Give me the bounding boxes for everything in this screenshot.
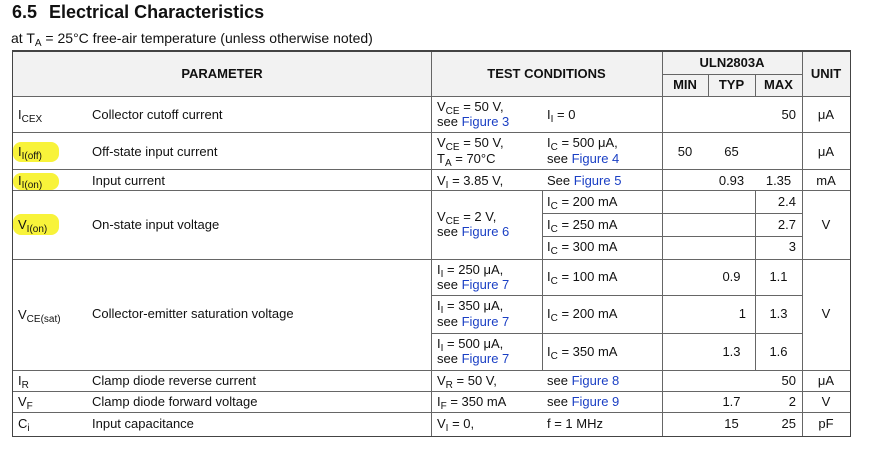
cond-ion-1: $V_I = 3.85$ V, bbox=[437, 173, 504, 191]
typ-ioff: 65 bbox=[724, 144, 739, 159]
cond-vcesat-2c: $I_C = 200$ mA bbox=[547, 306, 618, 324]
cond-sub: A bbox=[34, 38, 42, 49]
max-vf: 2 bbox=[788, 394, 796, 409]
cond-ioff-3: $I_C = 500$ μA, bbox=[547, 135, 618, 153]
cond-vcesat-2b: see Figure 7 bbox=[437, 314, 510, 329]
figure-4-link[interactable]: Figure 4 bbox=[571, 151, 620, 166]
symbol-ion: $I_{I(on)}$ bbox=[18, 173, 43, 191]
cond-ion-2: See Figure 5 bbox=[547, 173, 622, 188]
section-title bbox=[12, 2, 264, 23]
desc-vf: Clamp diode forward voltage bbox=[92, 394, 258, 409]
max-vcesat-1: 1.1 bbox=[769, 269, 788, 284]
cond-vion-2: see Figure 6 bbox=[437, 224, 510, 239]
desc-vcesat: Collector-emitter saturation voltage bbox=[92, 306, 294, 321]
cond-prefix: at T bbox=[11, 30, 35, 46]
cond-ioff-1: $V_{CE} = 50$ V, bbox=[437, 135, 504, 153]
desc-vion: On-state input voltage bbox=[92, 217, 220, 232]
unit-ir: μA bbox=[817, 373, 835, 388]
figure-5-link[interactable]: Figure 5 bbox=[573, 173, 622, 188]
cond-vcesat-3c: $I_C = 350$ mA bbox=[547, 344, 618, 362]
figure-7-link-3[interactable]: Figure 7 bbox=[461, 351, 510, 366]
cond-ci-2: f = 1 MHz bbox=[547, 416, 603, 431]
header-max: MAX bbox=[764, 77, 793, 92]
cond-icex-2: see Figure 3 bbox=[437, 114, 510, 129]
cond-ci-1: $V_I = 0$, bbox=[437, 416, 475, 434]
cond-vcesat-1c: $I_C = 100$ mA bbox=[547, 269, 618, 287]
unit-vf: V bbox=[821, 394, 831, 409]
unit-vion: V bbox=[821, 217, 831, 232]
cond-vion-sub1: $I_C = 200$ mA bbox=[547, 194, 618, 212]
section-number: 6.5 bbox=[12, 2, 38, 22]
cond-vcesat-2a: $I_I = 350$ μA, bbox=[437, 298, 504, 316]
max-ci: 25 bbox=[781, 416, 796, 431]
desc-ci: Input capacitance bbox=[92, 416, 194, 431]
cond-rest: = 25°C free-air temperature (unless otherwise noted) bbox=[41, 30, 373, 46]
cond-icex-1: $V_{CE} = 50$ V, bbox=[437, 99, 504, 117]
cond-vf-2: see Figure 9 bbox=[547, 394, 620, 409]
max-vcesat-3: 1.6 bbox=[769, 344, 788, 359]
symbol-vion: $V_{I(on)}$ bbox=[18, 217, 48, 235]
max-ion: 1.35 bbox=[765, 173, 792, 188]
header-typ: TYP bbox=[718, 77, 745, 92]
symbol-ir: $I_R$ bbox=[18, 373, 29, 391]
typ-vf: 1.7 bbox=[722, 394, 741, 409]
unit-icex: μA bbox=[817, 107, 835, 122]
desc-ion: Input current bbox=[92, 173, 165, 188]
typ-ion: 0.93 bbox=[718, 173, 745, 188]
typ-ci: 15 bbox=[724, 416, 739, 431]
symbol-vcesat: $V_{CE(sat)}$ bbox=[18, 307, 61, 325]
typ-vcesat-3: 1.3 bbox=[722, 344, 741, 359]
header-unit: UNIT bbox=[810, 66, 842, 81]
max-vion-2: 2.7 bbox=[777, 217, 796, 232]
symbol-ioff: $I_{I(off)}$ bbox=[18, 144, 43, 162]
symbol-vf: $V_F$ bbox=[18, 394, 33, 412]
cond-ir-1: $V_R = 50$ V, bbox=[437, 373, 497, 391]
cond-ioff-4: see Figure 4 bbox=[547, 151, 620, 166]
desc-ioff: Off-state input current bbox=[92, 144, 218, 159]
max-vion-3: 3 bbox=[788, 239, 796, 254]
cond-ir-2: see Figure 8 bbox=[547, 373, 620, 388]
header-device: ULN2803A bbox=[699, 55, 765, 70]
unit-ci: pF bbox=[818, 416, 834, 431]
cond-vion-sub3: $I_C = 300$ mA bbox=[547, 239, 618, 257]
max-vion-1: 2.4 bbox=[777, 194, 796, 209]
symbol-ci: $C_i$ bbox=[18, 416, 30, 434]
min-ioff: 50 bbox=[677, 144, 693, 159]
figure-9-link[interactable]: Figure 9 bbox=[571, 394, 620, 409]
max-icex: 50 bbox=[781, 107, 796, 122]
figure-3-link[interactable]: Figure 3 bbox=[461, 114, 510, 129]
figure-7-link-2[interactable]: Figure 7 bbox=[461, 314, 510, 329]
header-min: MIN bbox=[673, 77, 697, 92]
cond-ioff-2: $T_A = 70^\circ C$ bbox=[437, 151, 496, 169]
unit-vcesat: V bbox=[821, 306, 831, 321]
cond-vcesat-1b: see Figure 7 bbox=[437, 277, 510, 292]
typ-vcesat-2: 1 bbox=[738, 306, 746, 321]
cond-vion-sub2: $I_C = 250$ mA bbox=[547, 217, 618, 235]
unit-ion: mA bbox=[816, 173, 836, 188]
section-heading: Electrical Characteristics bbox=[49, 2, 265, 22]
header-test-conditions: TEST CONDITIONS bbox=[487, 66, 606, 81]
symbol-icex: $I_{CEX}$ bbox=[18, 107, 43, 125]
electrical-characteristics-table bbox=[12, 50, 851, 437]
cond-vcesat-3a: $I_I = 500$ μA, bbox=[437, 336, 504, 354]
cond-vcesat-1a: $I_I = 250$ μA, bbox=[437, 262, 504, 280]
cond-vcesat-3b: see Figure 7 bbox=[437, 351, 510, 366]
cond-vf-1: $I_F = 350$ mA bbox=[437, 394, 507, 412]
max-vcesat-2: 1.3 bbox=[769, 306, 788, 321]
figure-8-link[interactable]: Figure 8 bbox=[571, 373, 620, 388]
unit-ioff: μA bbox=[817, 144, 835, 159]
desc-icex: Collector cutoff current bbox=[92, 107, 223, 122]
cond-vion-1: $V_{CE} = 2$ V, bbox=[437, 209, 497, 227]
desc-ir: Clamp diode reverse current bbox=[92, 373, 257, 388]
cond-icex-3: $I_I = 0$ bbox=[547, 107, 576, 125]
test-condition-note bbox=[11, 30, 373, 49]
figure-6-link[interactable]: Figure 6 bbox=[461, 224, 510, 239]
figure-7-link-1[interactable]: Figure 7 bbox=[461, 277, 510, 292]
max-ir: 50 bbox=[781, 373, 796, 388]
header-parameter: PARAMETER bbox=[181, 66, 263, 81]
typ-vcesat-1: 0.9 bbox=[722, 269, 741, 284]
